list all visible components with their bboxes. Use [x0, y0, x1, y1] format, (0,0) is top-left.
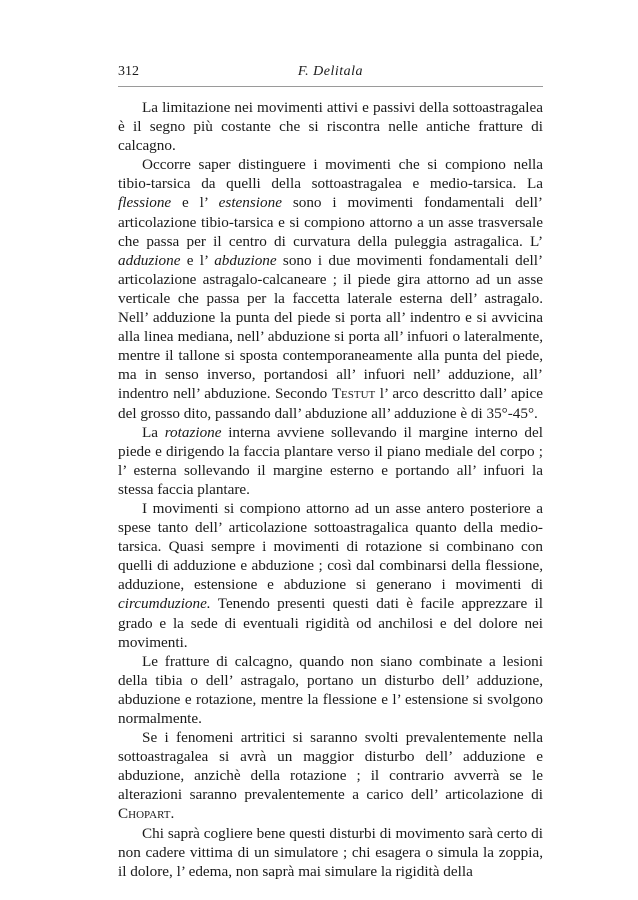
italic-term: rotazione: [164, 423, 222, 441]
paragraph: [118, 824, 543, 881]
italic-term: abduzione: [214, 251, 277, 269]
author-name: Testut: [331, 385, 376, 403]
paragraph: [118, 652, 543, 728]
text-run: sono i movimenti fondamentali dell’ articolazione tibio-tarsica e si compiono attorno a un asse trasversale che passa per il centro di curvatura della puleggia astragalica. L’: [118, 194, 543, 250]
text-run: Tenendo presenti questi dati è facile apprezzare il grado e la sede di eventuali rigidità od anchilosi e del dolore nei movimenti.: [118, 595, 543, 651]
body-text: [118, 98, 543, 881]
italic-term: estensione: [218, 194, 282, 212]
italic-term: adduzione: [118, 251, 181, 269]
text-run: La: [142, 423, 165, 441]
page-header: [118, 64, 543, 84]
text-run: l’ arco descritto dall’ apice del grosso dito, passando dall’ abduzione all’ adduzione è di 35°-45°.: [118, 385, 543, 422]
text-run: .: [170, 805, 175, 823]
italic-term: circumduzione.: [118, 595, 211, 613]
paragraph: [118, 98, 543, 155]
paragraph: [118, 499, 543, 652]
text-run: Chi saprà cogliere bene questi disturbi di movimento sarà certo di non cadere vittima di un simulatore ; chi esagera o simula la zoppia, il dolore, l’ edema, non saprà mai simulare la rigidità della: [118, 824, 543, 880]
header-rule: [118, 86, 543, 87]
text-run: Le fratture di calcagno, quando non siano combinate a lesioni della tibia o dell’ astragalo, portano un disturbo dell’ adduzione, abduzione e rotazione, mentre la flessione e l’ estensione si svolgono normalmente.: [118, 652, 543, 727]
running-head: F. Delitala: [297, 64, 364, 79]
italic-term: flessione: [118, 194, 172, 212]
text-run: La limitazione nei movimenti attivi e passivi della sottoastragalea è il segno più costante che si riscontra nelle antiche fratture di calcagno.: [118, 99, 543, 155]
text-run: e l’: [171, 194, 219, 212]
text-run: Occorre saper distinguere i movimenti che si compiono nella tibio-tarsica da quelli della sottoastragalea e medio-tarsica. La: [118, 156, 543, 193]
author-name: Chopart: [118, 805, 171, 823]
page-number: 312: [118, 64, 139, 79]
text-run: e l’: [180, 251, 215, 269]
paragraph: [118, 423, 543, 499]
paragraph: [118, 155, 543, 422]
text-run: I movimenti si compiono attorno ad un asse antero posteriore a spese tanto dell’ articolazione sottoastragalica quanto della medio-tarsica. Quasi sempre i movimenti di rotazione si combinano con quelli di adduzione e abduzione ; così dal combinarsi della flessione, adduzione, estensione e abduzione si generano i movimenti di: [118, 499, 543, 594]
paragraph: [118, 728, 543, 823]
text-run: Se i fenomeni artritici si saranno svolti prevalentemente nella sottoastragalea si avrà un maggior disturbo dell’ adduzione e abduzione, anzichè della rotazione ; il contrario avverrà se le alterazioni saranno prevalentemente a carico dell’ articolazione di: [118, 729, 543, 804]
text-run: sono i due movimenti fondamentali dell’ articolazione astragalo-calcaneare ; il piede gira attorno ad un asse verticale che passa per la faccetta laterale esterna dell’ astragalo. Nell’ adduzione la punta del piede si porta all’ indentro e si avvicina alla linea mediana, nell’ abduzione si porta all’ infuori o lateralmente, mentre il tallone si sposta contemporaneamente alla punta del piede, ma in senso inverso, portandosi all’ infuori nell’ adduzione, all’ indentro nell’ abduzione. Secondo: [118, 251, 543, 403]
text-run: interna avviene sollevando il margine interno del piede e dirigendo la faccia plantare verso il piano mediale del corpo ; l’ esterna sollevando il margine esterno e portando all’ infuori la stessa faccia plantare.: [118, 423, 543, 498]
